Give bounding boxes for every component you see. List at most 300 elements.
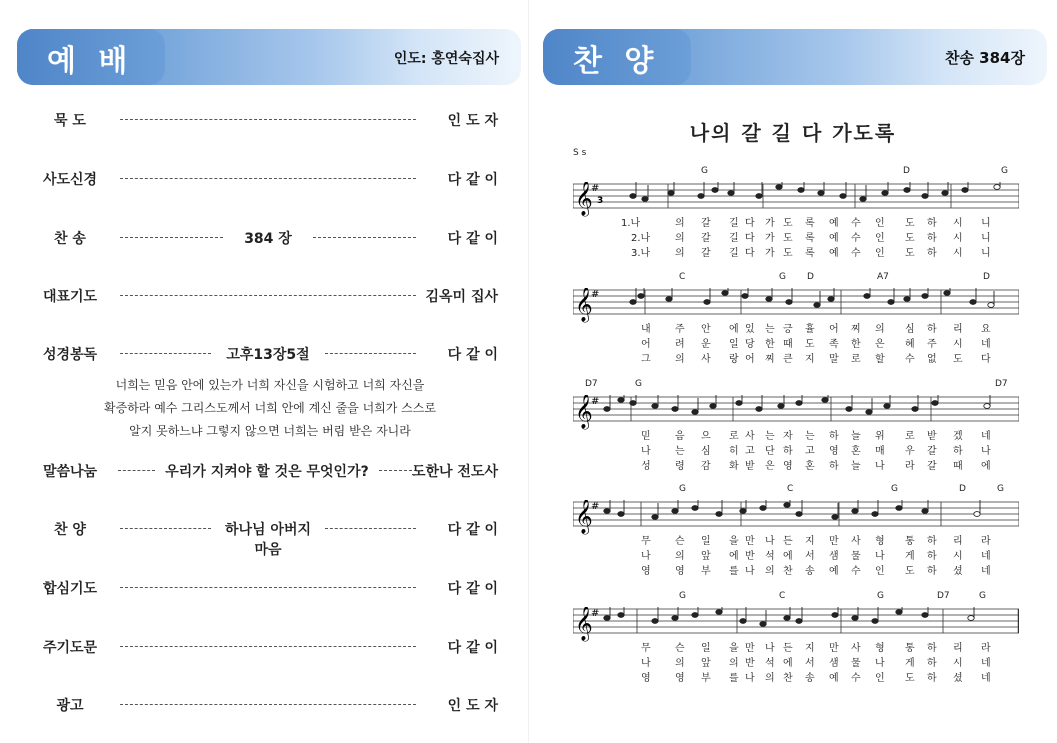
chord-row <box>573 166 1019 180</box>
lyric-syllable: 있 <box>745 324 755 335</box>
praise-banner <box>543 29 1047 85</box>
lyric-syllable: 는 <box>805 431 815 442</box>
lyric-line <box>573 335 1019 350</box>
chord-symbol: A7 <box>877 272 889 282</box>
lyric-syllable: 샘 <box>829 658 839 669</box>
key-signature-icon: # <box>591 183 600 194</box>
lyric-syllable: 인 <box>875 566 885 577</box>
lyric-syllable: 도 <box>905 566 915 577</box>
lyric-syllable: 송 <box>805 566 815 577</box>
lyric-syllable: 에 <box>981 461 991 472</box>
lyric-syllable: 도 <box>905 673 915 684</box>
leader-line <box>120 587 416 588</box>
lyric-line <box>573 427 1019 442</box>
lyric-syllable: 한 <box>765 339 775 350</box>
worship-item <box>0 576 528 598</box>
lyric-syllable: 을 <box>729 643 739 654</box>
lyric-syllable: 하 <box>927 551 937 562</box>
worship-item-label: 묵 도 <box>54 113 86 129</box>
lyric-syllable: 라 <box>981 643 991 654</box>
worship-item-detail: 하나님 아버지 마음 <box>224 522 312 558</box>
note-head <box>864 294 870 299</box>
note-head <box>872 512 878 517</box>
lyric-line <box>573 639 1019 654</box>
lyric-syllable: 하 <box>829 431 839 442</box>
lyric-syllable: 다 <box>745 248 755 259</box>
lyric-syllable: 나 <box>745 673 755 684</box>
note-head <box>932 401 938 406</box>
chord-symbol: C <box>779 591 786 601</box>
note-head <box>672 616 678 621</box>
lyric-syllable: 랑 <box>729 354 739 365</box>
lyric-syllable: 심 <box>905 324 915 335</box>
note-head <box>692 506 698 511</box>
note-head <box>832 613 838 618</box>
worship-item-person: 다 같 이 <box>447 172 498 188</box>
note-head <box>796 619 802 624</box>
lyric-syllable: 령 <box>675 461 685 472</box>
lyric-syllable: 록 <box>805 218 815 229</box>
worship-item <box>0 517 528 558</box>
worship-item-label: 말씀나눔 <box>42 464 98 480</box>
lyric-syllable: 셨 <box>953 566 963 577</box>
lyric-syllable: 길 <box>729 218 739 229</box>
chord-symbol: D <box>807 272 814 282</box>
lyric-syllable: 수 <box>851 218 861 229</box>
lyric-syllable: 만 <box>829 536 839 547</box>
note-head <box>692 410 698 415</box>
note-head <box>672 509 678 514</box>
lyric-line <box>573 350 1019 365</box>
lyric-line <box>573 244 1019 259</box>
lyric-syllable: 만 <box>745 536 755 547</box>
note-head <box>618 398 624 403</box>
lyric-syllable: 할 <box>875 354 885 365</box>
leader-line <box>118 470 155 471</box>
lyric-syllable: 시 <box>953 551 963 562</box>
worship-item-label: 찬 양 <box>54 522 86 538</box>
lyric-syllable: 나 <box>765 643 775 654</box>
worship-item-person: 인 도 자 <box>447 698 498 714</box>
lyric-syllable: 무 <box>641 536 651 547</box>
lyric-syllable: 네 <box>981 566 991 577</box>
chord-symbol: C <box>787 484 794 494</box>
lyric-syllable: 네 <box>981 339 991 350</box>
note-head <box>922 509 928 514</box>
note-head <box>840 194 846 199</box>
lyric-syllable: 는 <box>675 446 685 457</box>
lyric-syllable: 니 <box>981 248 991 259</box>
lyric-syllable: 나 <box>745 566 755 577</box>
note-head <box>722 291 728 296</box>
lyric-syllable: 의 <box>875 324 885 335</box>
lyric-syllable: 나 <box>875 658 885 669</box>
note-head <box>888 300 894 305</box>
lyric-syllable: 도 <box>783 218 793 229</box>
lyric-syllable: 찬 <box>783 673 793 684</box>
lyric-syllable: 큰 <box>783 354 793 365</box>
worship-item-label: 찬 송 <box>54 231 86 247</box>
lyric-syllable: 하 <box>927 324 937 335</box>
lyric-syllable: 수 <box>851 233 861 244</box>
lyric-syllable: 게 <box>905 551 915 562</box>
note-head <box>652 619 658 624</box>
lyric-syllable: 의 <box>675 218 685 229</box>
lyric-syllable: 가 <box>765 233 775 244</box>
lyric-syllable: 어 <box>829 324 839 335</box>
worship-item-person: 다 같 이 <box>447 581 498 597</box>
lyric-syllable: 예 <box>829 566 839 577</box>
lyric-syllable: 사 <box>701 354 711 365</box>
chord-symbol: G <box>877 591 884 601</box>
lyric-syllable: 니 <box>981 233 991 244</box>
lyric-syllable: 하 <box>927 218 937 229</box>
hymn-title: 나의 갈 길 다 가도록 <box>689 121 897 145</box>
note-head <box>698 194 704 199</box>
lyric-syllable: 는 <box>765 431 775 442</box>
lyric-syllable: 만 <box>745 643 755 654</box>
lyric-syllable: 로 <box>729 431 739 442</box>
lyric-syllable: 감 <box>701 461 711 472</box>
note-head <box>884 404 890 409</box>
note-head <box>818 191 824 196</box>
leader-line <box>325 353 416 354</box>
right-page <box>529 0 1057 743</box>
note-head <box>740 619 746 624</box>
lyric-syllable: 족 <box>829 339 839 350</box>
lyric-syllable: 다 <box>745 218 755 229</box>
chord-row <box>573 379 1019 393</box>
note-head <box>740 509 746 514</box>
lyric-syllable: 갈 <box>701 218 711 229</box>
note-head <box>852 509 858 514</box>
leader-line <box>120 353 211 354</box>
lyric-syllable: 영 <box>641 566 651 577</box>
note-head <box>860 197 866 202</box>
lyric-syllable: 셨 <box>953 673 963 684</box>
note-head <box>756 194 762 199</box>
note-head <box>630 194 636 199</box>
chord-row <box>573 272 1019 286</box>
key-signature-icon: # <box>591 608 600 619</box>
worship-item-person: 다 같 이 <box>447 640 498 656</box>
lyric-syllable: 예 <box>829 248 839 259</box>
key-signature-icon: # <box>591 289 600 300</box>
leader-line <box>120 178 416 179</box>
lyric-syllable: 음 <box>675 431 685 442</box>
lyric-syllable: 한 <box>851 339 861 350</box>
lyric-syllable: 부 <box>701 566 711 577</box>
lyric-syllable: 어 <box>745 354 755 365</box>
lyric-syllable: 수 <box>851 673 861 684</box>
note-head <box>994 185 1000 190</box>
note-head <box>814 303 820 308</box>
lyric-syllable: 수 <box>851 566 861 577</box>
note-head <box>988 303 994 308</box>
lyric-syllable: 길 <box>729 233 739 244</box>
chord-symbol: C <box>679 272 686 282</box>
lyric-syllable: 일 <box>701 643 711 654</box>
note-head <box>716 512 722 517</box>
worship-item-person: 다 같 이 <box>447 231 498 247</box>
chord-symbol: G <box>1001 166 1008 176</box>
note-head <box>728 191 734 196</box>
banner-title: 예 배 <box>47 44 134 79</box>
lyric-syllable: 예 <box>829 233 839 244</box>
lyric-syllable: 다 <box>745 233 755 244</box>
lyric-syllable: 의 <box>675 658 685 669</box>
lyric-syllable: 사 <box>745 431 755 442</box>
leader-line <box>120 119 416 120</box>
lyric-syllable: 가 <box>765 248 775 259</box>
lyric-syllable: 의 <box>729 658 739 669</box>
note-head <box>668 191 674 196</box>
lyric-syllable: 나 <box>765 536 775 547</box>
lyric-syllable: 영 <box>783 461 793 472</box>
lyric-syllable: 그 <box>641 354 651 365</box>
lyric-line <box>573 654 1019 669</box>
lyric-syllable: 주 <box>927 339 937 350</box>
note-head <box>798 188 804 193</box>
lyric-syllable: 늘 <box>851 461 861 472</box>
note-head <box>942 191 948 196</box>
worship-item <box>0 342 528 364</box>
leader-line <box>120 646 416 647</box>
note-head <box>778 404 784 409</box>
key-signature-icon: # <box>591 396 600 407</box>
note-head <box>866 410 872 415</box>
lyric-syllable: 서 <box>805 551 815 562</box>
lyric-syllable: 말 <box>829 354 839 365</box>
note-head <box>828 297 834 302</box>
chord-symbol: G <box>979 591 986 601</box>
lyric-syllable: 인 <box>875 218 885 229</box>
lyric-syllable: 앞 <box>701 551 711 562</box>
lyric-syllable: 주 <box>675 324 685 335</box>
lyric-syllable: 의 <box>675 233 685 244</box>
note-head <box>784 503 790 508</box>
lyric-syllable: 으 <box>701 431 711 442</box>
lyric-line <box>573 532 1019 547</box>
chord-symbol: G <box>679 484 686 494</box>
lyric-line <box>573 320 1019 335</box>
lyric-syllable: 형 <box>875 536 885 547</box>
lyric-syllable: 시 <box>953 248 963 259</box>
lyric-syllable: 부 <box>701 673 711 684</box>
lyric-syllable: 무 <box>641 643 651 654</box>
worship-item-detail: 우리가 지켜야 할 것은 무엇인가? <box>165 464 369 480</box>
note-head <box>742 294 748 299</box>
lyric-syllable: 성 <box>641 461 651 472</box>
note-head <box>618 613 624 618</box>
lyric-syllable: 니 <box>981 218 991 229</box>
banner-title: 찬 양 <box>573 44 660 79</box>
lyric-syllable: 는 <box>765 324 775 335</box>
lyric-syllable: 자 <box>783 431 793 442</box>
worship-banner <box>17 29 521 85</box>
hymn-number: 찬송 384장 <box>944 49 1025 67</box>
lyric-syllable: 통 <box>905 643 915 654</box>
lyric-syllable: 예 <box>829 218 839 229</box>
note-head <box>672 407 678 412</box>
lyric-syllable: 라 <box>981 536 991 547</box>
note-head <box>776 185 782 190</box>
lyric-syllable: 앞 <box>701 658 711 669</box>
lyric-syllable: 네 <box>981 658 991 669</box>
leader-line <box>325 528 416 529</box>
worship-item <box>0 284 528 306</box>
lyric-syllable: 갈 <box>701 248 711 259</box>
chord-symbol: G <box>997 484 1004 494</box>
lyric-syllable: 나 <box>875 461 885 472</box>
note-head <box>968 616 974 621</box>
lyric-syllable: 찌 <box>851 324 861 335</box>
lyric-syllable: 인 <box>875 248 885 259</box>
worship-item-label: 광고 <box>56 698 84 714</box>
lyric-syllable: 당 <box>745 339 755 350</box>
lyric-syllable: 혜 <box>905 339 915 350</box>
note-head <box>962 188 968 193</box>
leader-line <box>120 528 211 529</box>
lyric-syllable: 에 <box>783 658 793 669</box>
lyric-syllable: 사 <box>851 643 861 654</box>
lyric-syllable: 의 <box>765 673 775 684</box>
lyric-syllable: 형 <box>875 643 885 654</box>
left-page <box>0 0 528 743</box>
lyric-syllable: 하 <box>927 233 937 244</box>
lyric-syllable: 에 <box>729 551 739 562</box>
note-head <box>638 294 644 299</box>
lyric-syllable: 인 <box>875 673 885 684</box>
treble-clef-icon: 𝄞 <box>575 182 593 216</box>
worship-item-detail: 384 장 <box>244 231 292 247</box>
worship-item-label: 대표기도 <box>42 289 98 305</box>
lyric-syllable: 반 <box>745 658 755 669</box>
chord-symbol: G <box>679 591 686 601</box>
lyric-syllable: 영 <box>675 566 685 577</box>
note-head <box>642 197 648 202</box>
lyric-syllable: 단 <box>765 446 775 457</box>
lyric-syllable: 하 <box>927 673 937 684</box>
chord-symbol: G <box>891 484 898 494</box>
note-head <box>736 401 742 406</box>
note-head <box>896 610 902 615</box>
lyric-syllable: 우 <box>905 446 915 457</box>
lyric-syllable: 없 <box>927 354 937 365</box>
note-head <box>604 407 610 412</box>
lyric-syllable: 하 <box>783 446 793 457</box>
note-head <box>896 506 902 511</box>
lyric-syllable: 든 <box>783 536 793 547</box>
lyric-syllable: 도 <box>953 354 963 365</box>
note-head <box>604 616 610 621</box>
lyric-syllable: 사 <box>851 536 861 547</box>
lyric-syllable: 네 <box>981 431 991 442</box>
note-head <box>756 407 762 412</box>
note-head <box>852 616 858 621</box>
lyric-syllable: 네 <box>981 673 991 684</box>
lyric-syllable: 나 <box>875 551 885 562</box>
lyric-line <box>573 669 1019 684</box>
note-head <box>984 404 990 409</box>
chord-row <box>573 484 1019 498</box>
note-head <box>760 622 766 627</box>
worship-item <box>0 226 528 248</box>
lyric-line <box>573 229 1019 244</box>
lyric-line <box>573 547 1019 562</box>
lyric-syllable: 고 <box>745 446 755 457</box>
lyric-syllable: 송 <box>805 673 815 684</box>
lyric-syllable: 갈 <box>927 461 937 472</box>
note-head <box>904 188 910 193</box>
lyric-syllable: 휼 <box>805 324 815 335</box>
lyric-syllable: 인 <box>875 233 885 244</box>
note-head <box>882 191 888 196</box>
lyric-syllable: 갈 <box>701 233 711 244</box>
lyric-syllable: 도 <box>783 233 793 244</box>
key-signature-icon: # <box>591 501 600 512</box>
note-head <box>716 610 722 615</box>
worship-item <box>0 108 528 130</box>
lyric-syllable: 샘 <box>829 551 839 562</box>
lyric-syllable: 을 <box>729 536 739 547</box>
lyric-syllable: 하 <box>953 446 963 457</box>
lyric-syllable: 네 <box>981 551 991 562</box>
note-head <box>912 407 918 412</box>
lyric-syllable: 의 <box>675 248 685 259</box>
note-head <box>766 297 772 302</box>
note-head <box>760 506 766 511</box>
chord-symbol: D <box>983 272 990 282</box>
lyric-line <box>573 442 1019 457</box>
leader-line <box>120 704 416 705</box>
lyric-syllable: 2.나 <box>631 233 651 244</box>
lyric-syllable: 수 <box>851 248 861 259</box>
note-head <box>970 300 976 305</box>
worship-item <box>0 459 528 481</box>
treble-clef-icon: 𝄞 <box>575 395 593 429</box>
worship-item <box>0 693 528 715</box>
note-head <box>630 300 636 305</box>
lyric-syllable: 요 <box>981 324 991 335</box>
lyric-line <box>573 214 1019 229</box>
worship-item-person: 인 도 자 <box>447 113 498 129</box>
lyric-syllable: 물 <box>851 551 861 562</box>
lyric-syllable: 받 <box>927 431 937 442</box>
lyric-syllable: 가 <box>765 218 775 229</box>
lyric-syllable: 긍 <box>783 324 793 335</box>
lyric-syllable: 영 <box>675 673 685 684</box>
lyric-syllable: 지 <box>805 536 815 547</box>
lyric-syllable: 슨 <box>675 536 685 547</box>
lyric-syllable: 나 <box>981 446 991 457</box>
lyric-syllable: 석 <box>765 658 775 669</box>
worship-item-detail: 고후13장5절 <box>226 347 310 363</box>
chord-symbol: D <box>959 484 966 494</box>
treble-clef-icon: 𝄞 <box>575 500 593 534</box>
lyric-syllable: 게 <box>905 658 915 669</box>
lyric-syllable: 일 <box>729 339 739 350</box>
note-head <box>704 300 710 305</box>
worship-item <box>0 635 528 657</box>
lyric-syllable: 갈 <box>927 446 937 457</box>
lyric-syllable: 운 <box>701 339 711 350</box>
worship-item-label: 주기도문 <box>42 640 98 656</box>
worship-item-person: 다 같 이 <box>447 522 498 538</box>
lyric-syllable: 위 <box>875 431 885 442</box>
leader-line <box>120 295 416 296</box>
lyric-syllable: 를 <box>729 566 739 577</box>
